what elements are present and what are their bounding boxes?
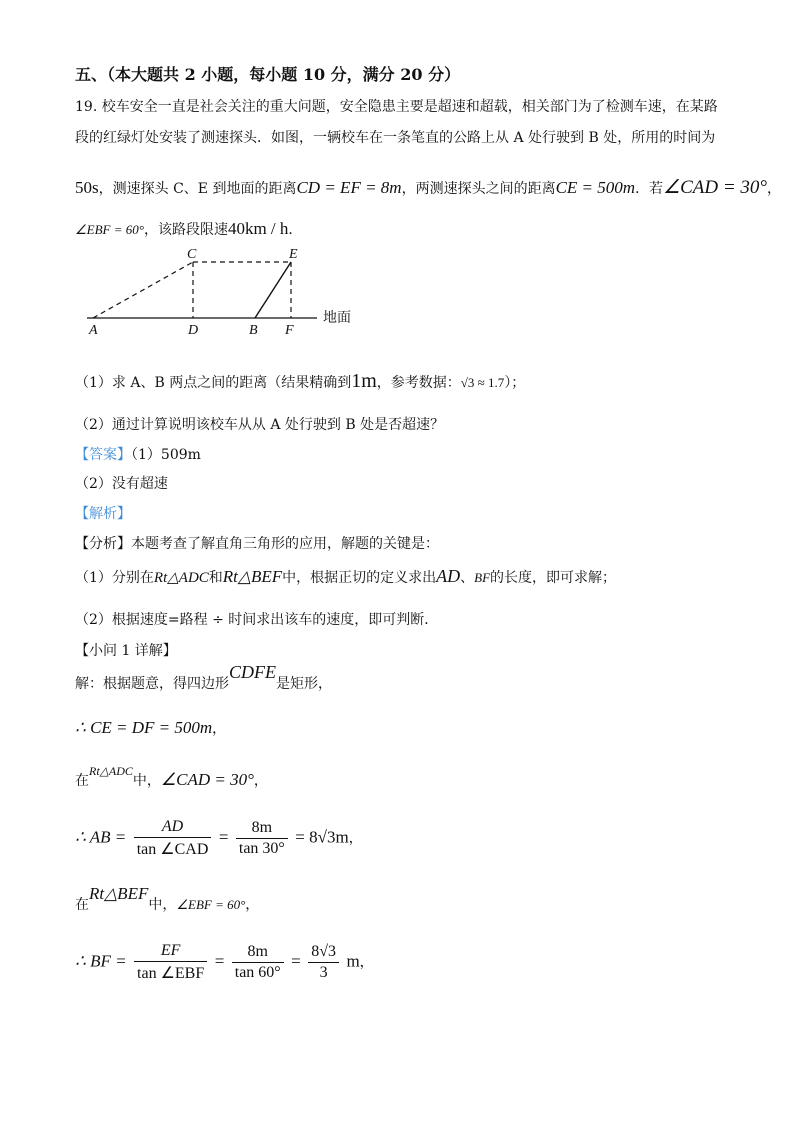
- fraction-8m-tan30: $\frac{8m}{\tan 30^\circ}$: [236, 819, 288, 858]
- label-f: F: [285, 323, 294, 338]
- fraction-8m-tan60: $\frac{8m}{\tan 60^\circ}$: [232, 943, 284, 982]
- solution-line-2: ∴ CE = DF = 500m，: [75, 718, 227, 737]
- analysis-tag: 【解析】: [75, 506, 131, 522]
- question-line-2: 段的红绿灯处安装了测速探头．如图，一辆校车在一条笔直的公路上从 A 处行驶到 B 处，所用的时间为: [75, 130, 716, 146]
- sub-question-1: （1）求 A、B 两点之间的距离（结果精确到1m，参考数据：√3 ≈ 1.7）；: [75, 370, 526, 392]
- label-c: C: [187, 247, 197, 262]
- speed-limit: 40km / h: [227, 219, 289, 238]
- line-be: [255, 262, 291, 318]
- precision: 1m: [351, 370, 377, 392]
- label-b: B: [249, 323, 258, 338]
- question-1-detail-tag: 【小问 1 详解】: [75, 643, 177, 659]
- analysis-step-1: （1）分别在Rt△ADC和Rt△BEF中，根据正切的定义求出AD、BF的长度，即可求解；: [75, 566, 617, 586]
- section-title: 五、（本大题共 2 小题，每小题 10 分，满分 20 分）: [75, 65, 461, 84]
- solution-line-3: 在Rt△ADC中，∠CAD = 30°，: [75, 764, 268, 789]
- answer-line-2: （2）没有超速: [75, 476, 168, 492]
- geometry-figure: [75, 240, 375, 340]
- solution-line-1: 解：根据题意，得四边形CDFE是矩形，: [75, 662, 332, 692]
- cd-ef-eq: CD = EF = 8m: [296, 178, 402, 197]
- angle-ebf: ∠EBF = 60°: [75, 222, 144, 237]
- question-line-1: 19. 校车安全一直是社会关注的重大问题，安全隐患主要是超速和超载，相关部门为了检测车速，在某路: [75, 99, 718, 115]
- sub-question-2: （2）通过计算说明该校车从从 A 处行驶到 B 处是否超速？: [75, 417, 445, 433]
- analysis-intro: 【分析】本题考查了解直角三角形的应用，解题的关键是：: [75, 536, 439, 552]
- fraction-8sqrt3-3: $\frac{8√3}{3}$: [308, 943, 339, 982]
- quad-cdfe: CDFE: [229, 662, 276, 682]
- fraction-ad-tan: $\frac{AD}{\text{tan ∠CAD}}$: [134, 818, 212, 859]
- solution-line-4: ∴ AB = $\frac{AD}{\text{tan ∠CAD}}$ = $\frac{8m}{\tan 30^\circ}$ = 8√3m，: [75, 818, 363, 858]
- label-d: D: [188, 323, 199, 338]
- time-value: 50s: [75, 178, 99, 197]
- ce-eq: CE = 500m: [555, 178, 636, 197]
- question-line-4: ∠EBF = 60°，该路段限速40km / h．: [75, 219, 303, 238]
- answer-tag: 【答案】: [75, 447, 131, 463]
- solution-line-6: ∴ BF = $\frac{EF}{\text{tan ∠EBF}}$ = $\frac{8m}{\tan 60^\circ}$ = $\frac{8√3}{3}$ m，: [75, 942, 374, 982]
- question-line-3: 50s，测速探头 C、E 到地面的距离CD = EF = 8m，两测速探头之间的距离CE = 500m．若∠CAD = 30°，: [75, 177, 782, 198]
- label-e: E: [289, 247, 298, 262]
- answer-line-1: 【答案】（1）509m: [75, 447, 201, 463]
- label-a: A: [89, 323, 98, 338]
- analysis-step-2: （2）根据速度=路程 ÷ 时间求出该车的速度，即可判断．: [75, 612, 439, 628]
- label-ground: 地面: [323, 310, 351, 326]
- line-ac: [93, 262, 193, 318]
- sqrt3-ref: √3 ≈ 1.7: [460, 375, 505, 390]
- fraction-ef-tan: $\frac{EF}{\text{tan ∠EBF}}$: [134, 942, 207, 983]
- solution-line-5: 在Rt△BEF中，∠EBF = 60°，: [75, 884, 260, 913]
- angle-cad: ∠CAD = 30°: [663, 177, 768, 198]
